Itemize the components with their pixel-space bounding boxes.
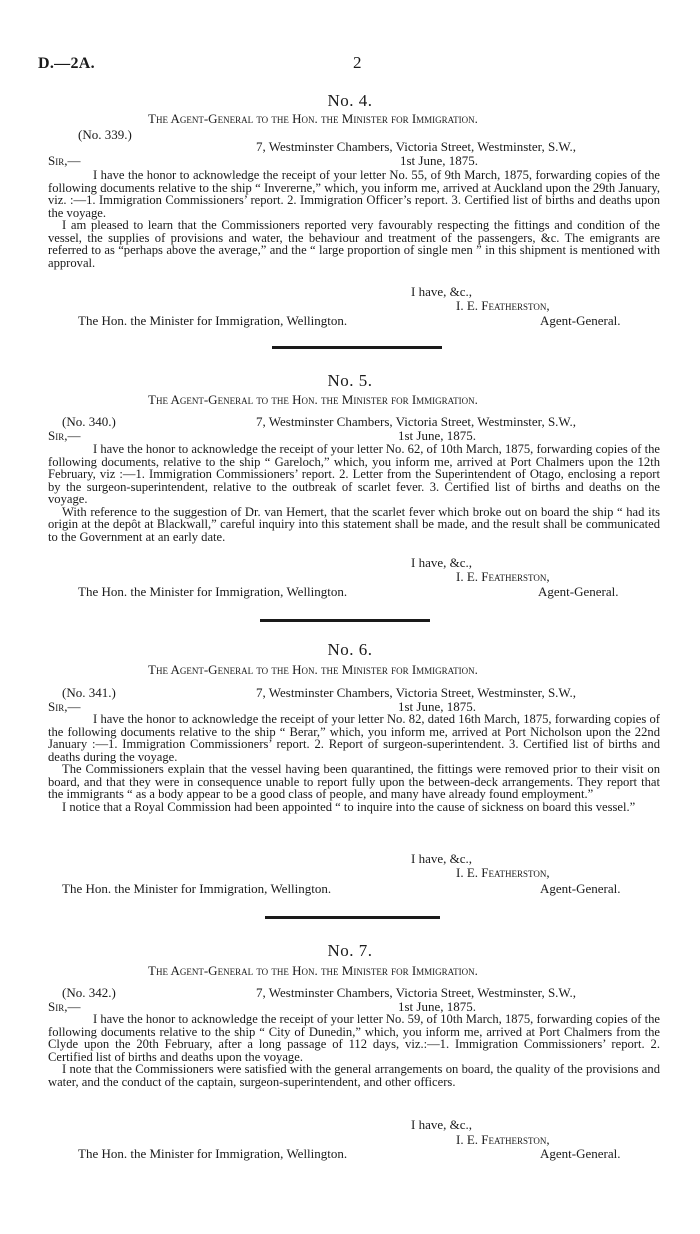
letter-date: 1st June, 1875. (400, 153, 478, 168)
letter-ref-no: (No. 342.) (62, 985, 116, 1000)
document-reference: D.—2A. (38, 55, 95, 72)
letter-heading: The Agent-General to the Hon. the Minister for Immigration. (148, 111, 478, 126)
letter-address: 7, Westminster Chambers, Victoria Street, Westminster, S.W., (256, 685, 577, 700)
letter-date: 1st June, 1875. (398, 999, 476, 1014)
letter-ref-no: (No. 340.) (62, 414, 116, 429)
letter-body (48, 169, 660, 269)
letter-address: 7, Westminster Chambers, Victoria Street, Westminster, S.W., (256, 139, 577, 154)
letter-title: Agent-General. (540, 1146, 621, 1161)
letter-addressee: The Hon. the Minister for Immigration, Wellington. (78, 313, 348, 328)
letter-number: No. 7. (327, 941, 373, 960)
letter-ref-no: (No. 339.) (78, 127, 132, 142)
body-paragraph: I have the honor to acknowledge the receipt of your letter No. 82, dated 16th March, 1875, forwarding copies of the following documents relative to the ship “ Berar,” which, you inform me, arrived at Port Nicholson upon the 22nd January :—1. Immigration Commissioners’ report. 2. Report of surgeon-superintendent. 3. Certified list of births and deaths during the voyage. (48, 712, 660, 764)
letter-salutation: Sir,— (48, 153, 81, 168)
letter-title: Agent-General. (540, 313, 621, 328)
letter-body (48, 1013, 660, 1088)
letter-signature: I. E. Featherston, (456, 865, 550, 880)
letter-closing: I have, &c., (411, 1117, 473, 1132)
letter-closing: I have, &c., (411, 555, 473, 570)
page-number: 2 (353, 53, 362, 72)
letter-date: 1st June, 1875. (398, 428, 476, 443)
letter-signature: I. E. Featherston, (456, 1132, 550, 1147)
letter-body (48, 443, 660, 543)
letter-address: 7, Westminster Chambers, Victoria Street, Westminster, S.W., (256, 414, 577, 429)
section-divider (265, 916, 440, 919)
body-paragraph: The Commissioners explain that the vessel having been quarantined, the fittings were removed prior to their visit on board, and that they were in consequence unable to report fully upon the between-deck arrangements. They report that the immigrants “ as a body appear to be a good class of people, and many have already found employment.” (48, 762, 660, 801)
section-divider (272, 346, 442, 349)
body-paragraph: I have the honor to acknowledge the receipt of your letter No. 55, of 9th March, 1875, forwarding copies of the following documents relative to the ship “ Invererne,” which, you inform me, arrived at Auckland upon the 29th January, viz. :—1. Immigration Commissioners’ report. 2. Immigration Officer’s report. 3. Certified list of births and deaths upon the voyage. (48, 168, 660, 220)
letter-number: No. 6. (327, 640, 373, 659)
letter-signature: I. E. Featherston, (456, 298, 550, 313)
letter-title: Agent-General. (538, 584, 619, 599)
body-paragraph: I note that the Commissioners were satisfied with the general arrangements on board, the quality of the provisions and water, and the conduct of the captain, surgeon-superintendent, and other officers. (48, 1062, 660, 1089)
letter-salutation: Sir,— (48, 699, 81, 714)
letter-ref-no: (No. 341.) (62, 685, 116, 700)
body-paragraph: I have the honor to acknowledge the receipt of your letter No. 62, of 10th March, 1875, forwarding copies of the following documents, relative to the ship “ Gareloch,” which, you inform me, arrived at Port Chalmers upon the 12th February, viz :—1. Immigration Commissioners’ report. 2. Letter from the Superintendent of Otago, enclosing a report by the surgeon-superintendent, relative to the outbreak of scarlet fever. 3. Certified list of births and deaths on the voyage. (48, 442, 660, 506)
letter-number: No. 4. (327, 91, 373, 110)
letter-salutation: Sir,— (48, 999, 81, 1014)
letter-addressee: The Hon. the Minister for Immigration, Wellington. (78, 1146, 348, 1161)
body-paragraph: With reference to the suggestion of Dr. van Hemert, that the scarlet fever which broke out on board the ship “ had its origin at the depôt at Blackwall,” careful inquiry into this statement shall be made, and the result shall be communicated to the Government at an early date. (48, 504, 660, 544)
body-paragraph: I am pleased to learn that the Commissioners reported very favourably respecting the fittings and condition of the vessel, the supplies of provisions and water, the behaviour and treatment of the passengers, &c. The emigrants are referred to as “perhaps above the average,” and the “ large proportion of single men ” in this shipment is mentioned with approval. (48, 218, 660, 270)
letter-salutation: Sir,— (48, 428, 81, 443)
letter-closing: I have, &c., (411, 851, 473, 866)
letter-address: 7, Westminster Chambers, Victoria Street, Westminster, S.W., (256, 985, 577, 1000)
letter-heading: The Agent-General to the Hon. the Minister for Immigration. (148, 662, 478, 677)
body-paragraph: I notice that a Royal Commission had been appointed “ to inquire into the cause of sickness on board this vessel.” (62, 799, 636, 814)
letter-heading: The Agent-General to the Hon. the Minister for Immigration. (148, 963, 478, 978)
letter-title: Agent-General. (540, 881, 621, 896)
letter-signature: I. E. Featherston, (456, 569, 550, 584)
body-paragraph: I have the honor to acknowledge the receipt of your letter No. 59, of 10th March, 1875, forwarding copies of the following documents relative to the ship “ City of Dunedin,” which, you inform me, arrived at Port Chalmers from the Clyde upon the 20th February, after a long passage of 112 days, viz.:—1. Immigration Commissioners’ report. 2. Certified list of births and deaths upon the voyage. (48, 1012, 660, 1064)
letter-addressee: The Hon. the Minister for Immigration, Wellington. (62, 881, 332, 896)
letter-number: No. 5. (327, 371, 373, 390)
letter-body (48, 713, 660, 813)
letter-heading: The Agent-General to the Hon. the Minister for Immigration. (148, 392, 478, 407)
letter-closing: I have, &c., (411, 284, 473, 299)
section-divider (260, 619, 430, 622)
letter-date: 1st June, 1875. (398, 699, 476, 714)
letter-addressee: The Hon. the Minister for Immigration, Wellington. (78, 584, 348, 599)
